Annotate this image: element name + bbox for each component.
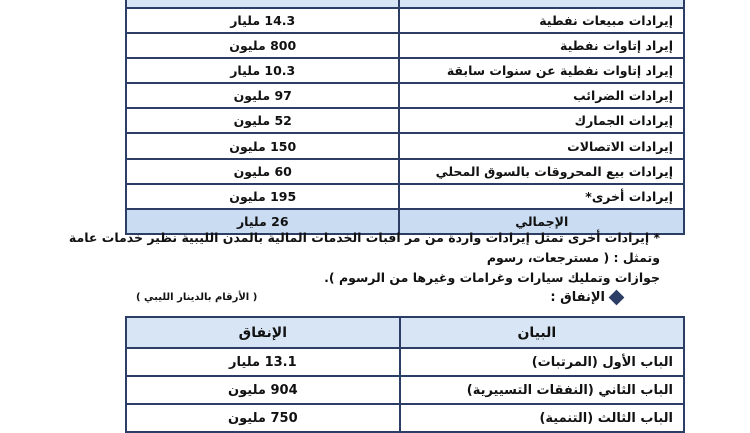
expense-item: الباب الثاني (النفقات التسييرية) [400, 376, 684, 404]
currency-note: ( الأرقام بالدينار الليبي ) [136, 292, 258, 303]
revenue-value: 97 مليون [126, 83, 399, 108]
revenue-value: 60 مليون [126, 159, 399, 184]
expense-value: 13.1 مليار [126, 348, 400, 376]
revenue-total-label: الإجمالي [399, 209, 684, 234]
revenue-value: 195 مليون [126, 184, 399, 209]
table-row [126, 184, 684, 209]
revenue-item: إيرادات أخرى* [399, 184, 684, 209]
revenue-value: 10.3 مليار [126, 58, 399, 83]
footnote-line-2: جوازات وتمليك سيارات وغرامات وغيرها من الرسوم ). [324, 270, 660, 285]
revenue-item: إيرادات الضرائب [399, 83, 684, 108]
revenue-item: إيرادات مبيعات نفطية [399, 8, 684, 33]
revenue-item: إيرادات بيع المحروقات بالسوق المحلي [399, 159, 684, 184]
revenue-value: 150 مليون [126, 133, 399, 158]
revenue-item: إيراد إتاوات نفطية عن سنوات سابقة [399, 58, 684, 83]
expense-section-title: الإنفاق : [550, 290, 605, 305]
revenue-header-row [126, 0, 684, 8]
table-row [126, 348, 684, 376]
table-row [126, 404, 684, 432]
table-row [126, 8, 684, 33]
table-row [126, 159, 684, 184]
revenue-item: إيرادات الجمارك [399, 108, 684, 133]
table-row [126, 83, 684, 108]
expense-table [125, 316, 685, 433]
revenue-value: 14.3 مليار [126, 8, 399, 33]
revenue-table [125, 0, 685, 235]
table-row [126, 58, 684, 83]
table-row [126, 376, 684, 404]
revenue-value: 52 مليون [126, 108, 399, 133]
diamond-bullet-icon [609, 290, 625, 306]
expense-header-item: البيان [400, 317, 684, 348]
expense-item: الباب الثالث (التنمية) [400, 404, 684, 432]
table-row [126, 108, 684, 133]
revenue-value: 800 مليون [126, 33, 399, 58]
expense-value: 904 مليون [126, 376, 400, 404]
revenue-footnote [60, 228, 660, 288]
footnote-line-1: * إيرادات أخرى تمثل إيرادات واردة من مر اقبات الخدمات المالية بالمدن الليبية نظير خدمات عامة وتمثل : ( مسترجعات، رسوم [68, 230, 660, 265]
table-row [126, 33, 684, 58]
revenue-item: إيراد إتاوات نفطية [399, 33, 684, 58]
revenue-total-value: 26 مليار [126, 209, 399, 234]
revenue-item: إيرادات الاتصالات [399, 133, 684, 158]
expense-header-value: الإنفاق [126, 317, 400, 348]
expense-header-row [126, 317, 684, 348]
expense-value: 750 مليون [126, 404, 400, 432]
revenue-header-item [399, 0, 684, 8]
revenue-header-value [126, 0, 399, 8]
expense-section-heading [550, 290, 622, 305]
table-row [126, 133, 684, 158]
expense-item: الباب الأول (المرتبات) [400, 348, 684, 376]
